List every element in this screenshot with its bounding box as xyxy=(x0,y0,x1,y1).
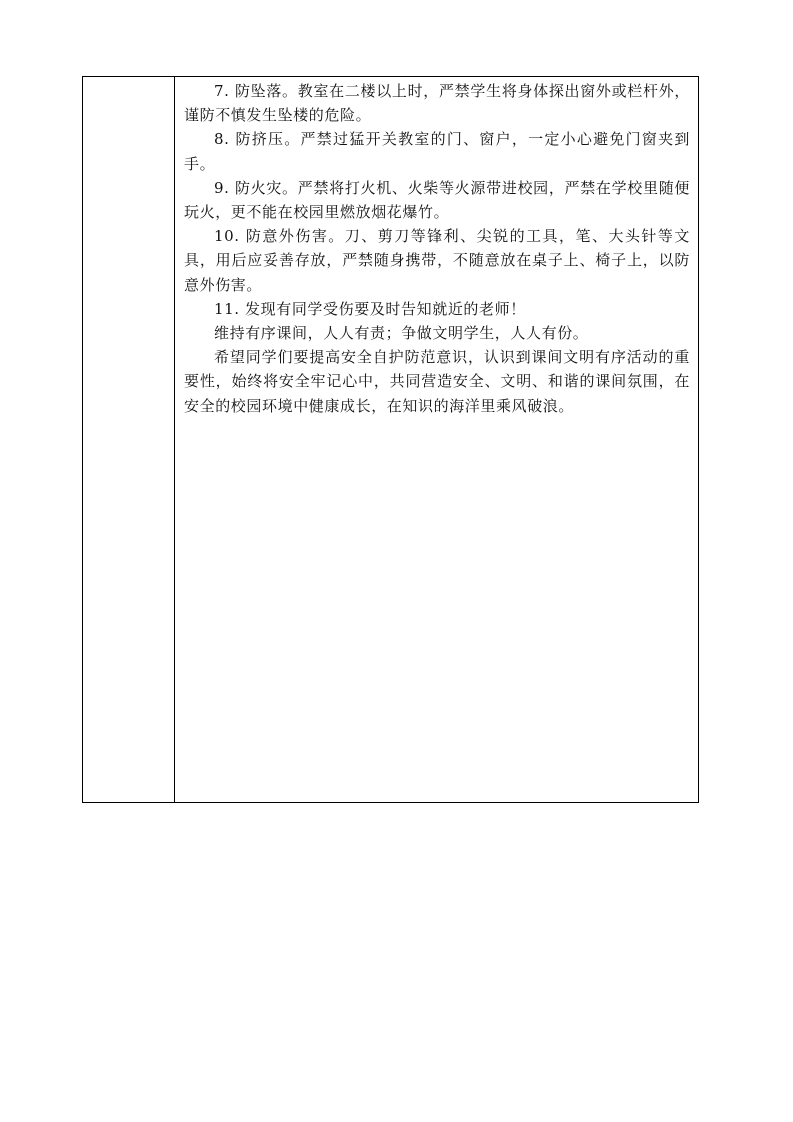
rule-11-paragraph: 11. 发现有同学受伤要及时告知就近的老师！ xyxy=(214,299,526,318)
rule-7-paragraph: 7. 防坠落。教室在二楼以上时，严禁学生将身体探出窗外或栏杆外，谨防不慎发生坠楼的危险。 xyxy=(184,82,690,125)
content-cell xyxy=(175,77,698,802)
closing-paragraph: 希望同学们要提高安全自护防范意识，认识到课间文明有序活动的重要性，始终将安全牢记心中，共同营造安全、文明、和谐的课间氛围，在安全的校园环境中健康成长，在知识的海洋里乘风破浪。 xyxy=(184,348,690,415)
left-label-cell xyxy=(83,77,175,802)
rule-10-paragraph: 10. 防意外伤害。刀、剪刀等锋利、尖锐的工具，笔、大头针等文具，用后应妥善存放，严禁随身携带，不随意放在桌子上、椅子上，以防意外伤害。 xyxy=(184,227,690,294)
rule-8-paragraph: 8. 防挤压。严禁过猛开关教室的门、窗户，一定小心避免门窗夹到手。 xyxy=(184,130,690,173)
slogan-paragraph: 维持有序课间，人人有责；争做文明学生，人人有份。 xyxy=(214,324,589,343)
content-table xyxy=(82,76,699,803)
rule-9-paragraph: 9. 防火灾。严禁将打火机、火柴等火源带进校园，严禁在学校里随便玩火，更不能在校园里燃放烟花爆竹。 xyxy=(184,178,690,222)
